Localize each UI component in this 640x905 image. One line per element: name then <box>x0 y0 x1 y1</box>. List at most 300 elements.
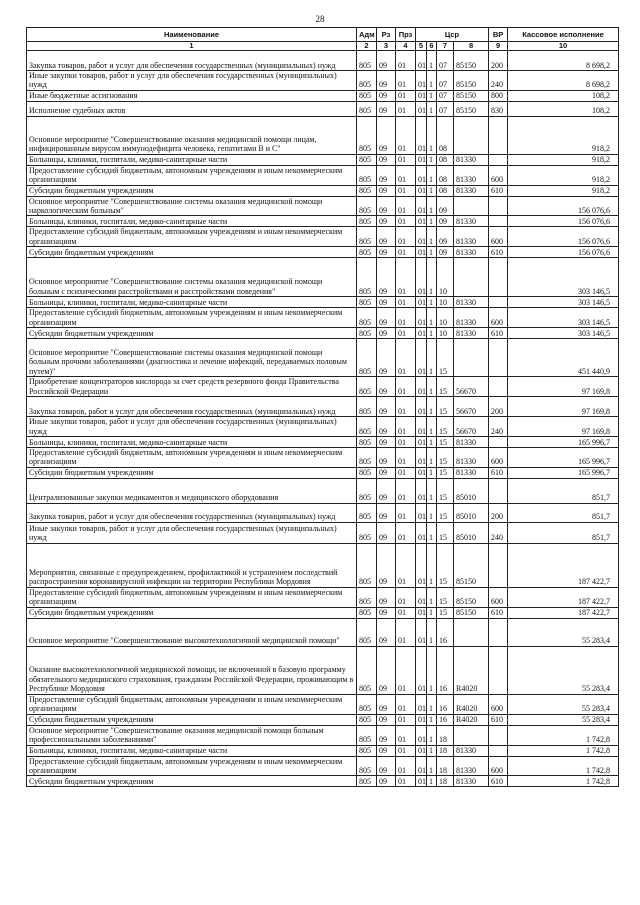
row-vr: 200 <box>489 51 508 71</box>
row-csr-3: 18 <box>437 725 454 745</box>
row-rz: 09 <box>377 776 396 787</box>
row-csr-3: 15 <box>437 417 454 437</box>
row-csr-1: 01 <box>416 328 427 339</box>
row-csr-4: 81330 <box>454 227 489 247</box>
row-csr-2: 1 <box>427 714 437 725</box>
row-adm: 805 <box>357 377 377 397</box>
row-csr-2: 1 <box>427 154 437 165</box>
row-adm: 805 <box>357 522 377 543</box>
row-csr-4: 85010 <box>454 503 489 522</box>
table-row <box>27 618 619 646</box>
row-csr-4 <box>454 196 489 216</box>
row-amount: 918,2 <box>508 116 619 154</box>
row-amount: 55 283,4 <box>508 714 619 725</box>
row-csr-2: 1 <box>427 478 437 503</box>
table-row <box>27 714 619 725</box>
table-row <box>27 694 619 714</box>
row-amount: 165 996,7 <box>508 467 619 478</box>
header-name: Наименование <box>27 28 357 42</box>
row-rz: 09 <box>377 339 396 377</box>
row-rz: 09 <box>377 185 396 196</box>
row-csr-3: 16 <box>437 694 454 714</box>
row-amount: 55 283,4 <box>508 694 619 714</box>
budget-table <box>26 27 619 787</box>
row-csr-3: 15 <box>437 587 454 607</box>
row-amount: 97 169,8 <box>508 417 619 437</box>
row-csr-2: 1 <box>427 437 437 448</box>
row-csr-4: R4020 <box>454 714 489 725</box>
row-amount: 1 742,8 <box>508 756 619 776</box>
row-amount: 1 742,8 <box>508 745 619 756</box>
row-amount: 8 698,2 <box>508 51 619 71</box>
row-prz: 01 <box>396 297 416 308</box>
row-adm: 805 <box>357 71 377 91</box>
row-csr-3: 15 <box>437 448 454 468</box>
row-csr-4: 81330 <box>454 308 489 328</box>
row-name: Иные закупки товаров, работ и услуг для обеспечения государственных (муниципальных) нужд <box>27 71 357 91</box>
row-csr-3: 08 <box>437 165 454 185</box>
row-vr: 610 <box>489 714 508 725</box>
row-amount: 851,7 <box>508 522 619 543</box>
row-vr: 610 <box>489 467 508 478</box>
row-csr-3: 15 <box>437 339 454 377</box>
row-name: Иные закупки товаров, работ и услуг для обеспечения государственных (муниципальных) нужд <box>27 522 357 543</box>
row-adm: 805 <box>357 587 377 607</box>
column-number: 9 <box>489 42 508 51</box>
row-amount: 165 996,7 <box>508 437 619 448</box>
row-vr: 610 <box>489 185 508 196</box>
header-vr: ВР <box>489 28 508 42</box>
row-csr-1: 01 <box>416 185 427 196</box>
row-csr-1: 01 <box>416 467 427 478</box>
row-adm: 805 <box>357 247 377 258</box>
header-cash-execution: Кассовое исполнение <box>508 28 619 42</box>
table-row <box>27 522 619 543</box>
row-csr-4: 81330 <box>454 776 489 787</box>
row-csr-3: 15 <box>437 397 454 417</box>
row-amount: 97 169,8 <box>508 377 619 397</box>
column-number: 6 <box>427 42 437 51</box>
row-csr-2: 1 <box>427 397 437 417</box>
column-number: 2 <box>357 42 377 51</box>
row-csr-2: 1 <box>427 745 437 756</box>
row-csr-3: 08 <box>437 154 454 165</box>
table-row <box>27 51 619 71</box>
table-row <box>27 227 619 247</box>
row-prz: 01 <box>396 227 416 247</box>
row-vr: 200 <box>489 397 508 417</box>
row-csr-4 <box>454 258 489 297</box>
row-vr: 610 <box>489 247 508 258</box>
row-name: Предоставление субсидий бюджетным, автономным учреждениям и иным некоммерческим организациям <box>27 756 357 776</box>
header-rz: Рз <box>377 28 396 42</box>
row-csr-2: 1 <box>427 694 437 714</box>
row-name: Предоставление субсидий бюджетным, автономным учреждениям и иным некоммерческим организациям <box>27 587 357 607</box>
row-name: Субсидии бюджетным учреждениям <box>27 607 357 618</box>
row-name: Предоставление субсидий бюджетным, автономным учреждениям и иным некоммерческим организациям <box>27 165 357 185</box>
row-csr-2: 1 <box>427 227 437 247</box>
row-csr-2: 1 <box>427 308 437 328</box>
row-csr-4: 85150 <box>454 90 489 101</box>
row-rz: 09 <box>377 522 396 543</box>
row-prz: 01 <box>396 618 416 646</box>
row-csr-4: R4020 <box>454 694 489 714</box>
row-csr-4: 81330 <box>454 165 489 185</box>
row-prz: 01 <box>396 725 416 745</box>
row-rz: 09 <box>377 725 396 745</box>
row-csr-1: 01 <box>416 437 427 448</box>
row-csr-3: 18 <box>437 756 454 776</box>
row-prz: 01 <box>396 646 416 694</box>
row-csr-2: 1 <box>427 448 437 468</box>
row-name: Больницы, клиники, госпитали, медико-санитарные части <box>27 216 357 227</box>
row-csr-4: 56670 <box>454 377 489 397</box>
table-row <box>27 297 619 308</box>
row-csr-1: 01 <box>416 745 427 756</box>
row-rz: 09 <box>377 618 396 646</box>
row-adm: 805 <box>357 618 377 646</box>
row-prz: 01 <box>396 185 416 196</box>
table-row <box>27 308 619 328</box>
row-amount: 851,7 <box>508 503 619 522</box>
row-rz: 09 <box>377 90 396 101</box>
row-adm: 805 <box>357 196 377 216</box>
row-vr: 610 <box>489 328 508 339</box>
row-csr-3: 16 <box>437 646 454 694</box>
table-row <box>27 776 619 787</box>
table-row <box>27 101 619 116</box>
row-csr-1: 01 <box>416 478 427 503</box>
row-amount: 303 146,5 <box>508 258 619 297</box>
row-name: Основное мероприятие "Совершенствование системы оказания медицинской помощи больным с психическими расстройствами и расстройствами поведения" <box>27 258 357 297</box>
row-prz: 01 <box>396 776 416 787</box>
row-adm: 805 <box>357 397 377 417</box>
header-prz: Прз <box>396 28 416 42</box>
row-rz: 09 <box>377 297 396 308</box>
row-amount: 187 422,7 <box>508 543 619 587</box>
row-name: Субсидии бюджетным учреждениям <box>27 185 357 196</box>
table-row <box>27 467 619 478</box>
row-csr-1: 01 <box>416 101 427 116</box>
row-csr-3: 10 <box>437 328 454 339</box>
row-csr-3: 08 <box>437 116 454 154</box>
table-row <box>27 478 619 503</box>
row-adm: 805 <box>357 308 377 328</box>
row-csr-1: 01 <box>416 587 427 607</box>
row-amount: 918,2 <box>508 185 619 196</box>
row-name: Предоставление субсидий бюджетным, автономным учреждениям и иным некоммерческим организациям <box>27 308 357 328</box>
row-csr-2: 1 <box>427 196 437 216</box>
row-csr-1: 01 <box>416 725 427 745</box>
row-vr <box>489 478 508 503</box>
row-amount: 303 146,5 <box>508 308 619 328</box>
row-prz: 01 <box>396 247 416 258</box>
row-prz: 01 <box>396 377 416 397</box>
row-rz: 09 <box>377 227 396 247</box>
row-amount: 1 742,8 <box>508 725 619 745</box>
column-number: 1 <box>27 42 357 51</box>
row-csr-3: 10 <box>437 258 454 297</box>
row-name: Субсидии бюджетным учреждениям <box>27 714 357 725</box>
row-adm: 805 <box>357 437 377 448</box>
row-amount: 918,2 <box>508 165 619 185</box>
row-csr-1: 01 <box>416 165 427 185</box>
table-row <box>27 116 619 154</box>
row-adm: 805 <box>357 503 377 522</box>
row-rz: 09 <box>377 437 396 448</box>
row-rz: 09 <box>377 694 396 714</box>
row-csr-2: 1 <box>427 339 437 377</box>
row-csr-3: 09 <box>437 196 454 216</box>
row-rz: 09 <box>377 714 396 725</box>
row-rz: 09 <box>377 543 396 587</box>
row-rz: 09 <box>377 587 396 607</box>
row-vr: 600 <box>489 448 508 468</box>
row-rz: 09 <box>377 417 396 437</box>
row-prz: 01 <box>396 448 416 468</box>
row-amount: 8 698,2 <box>508 71 619 91</box>
row-csr-2: 1 <box>427 51 437 71</box>
row-csr-1: 01 <box>416 714 427 725</box>
row-csr-1: 01 <box>416 776 427 787</box>
row-vr <box>489 297 508 308</box>
row-csr-4: 81330 <box>454 745 489 756</box>
row-vr: 240 <box>489 71 508 91</box>
row-name: Предоставление субсидий бюджетным, автономным учреждениям и иным некоммерческим организациям <box>27 694 357 714</box>
row-csr-4: 85150 <box>454 587 489 607</box>
row-csr-4: 85150 <box>454 71 489 91</box>
row-csr-1: 01 <box>416 196 427 216</box>
row-csr-4: 81330 <box>454 448 489 468</box>
row-csr-3: 08 <box>437 185 454 196</box>
row-csr-4: 81330 <box>454 328 489 339</box>
row-vr: 600 <box>489 308 508 328</box>
row-csr-1: 01 <box>416 308 427 328</box>
row-name: Основное мероприятие "Совершенствование оказания медицинской помощи лицам, инфицированным вирусом иммунодефицита человека, гепатитами В и С" <box>27 116 357 154</box>
row-csr-2: 1 <box>427 247 437 258</box>
row-rz: 09 <box>377 154 396 165</box>
row-prz: 01 <box>396 216 416 227</box>
row-csr-4: 85150 <box>454 607 489 618</box>
row-name: Мероприятия, связанные с предупреждением, профилактикой и устранением последствий распространения коронавирусной инфекции на территории Республики Мордовия <box>27 543 357 587</box>
row-prz: 01 <box>396 71 416 91</box>
row-csr-1: 01 <box>416 258 427 297</box>
row-name: Больницы, клиники, госпитали, медико-санитарные части <box>27 745 357 756</box>
row-adm: 805 <box>357 116 377 154</box>
row-name: Больницы, клиники, госпитали, медико-санитарные части <box>27 297 357 308</box>
row-rz: 09 <box>377 51 396 71</box>
row-adm: 805 <box>357 694 377 714</box>
row-vr: 800 <box>489 90 508 101</box>
table-row <box>27 448 619 468</box>
row-adm: 805 <box>357 165 377 185</box>
row-csr-2: 1 <box>427 165 437 185</box>
row-csr-1: 01 <box>416 154 427 165</box>
row-vr <box>489 339 508 377</box>
row-csr-2: 1 <box>427 417 437 437</box>
column-number: 7 <box>437 42 454 51</box>
row-amount: 97 169,8 <box>508 397 619 417</box>
row-csr-1: 01 <box>416 71 427 91</box>
table-row <box>27 328 619 339</box>
row-vr: 600 <box>489 756 508 776</box>
row-vr: 200 <box>489 503 508 522</box>
row-rz: 09 <box>377 71 396 91</box>
row-prz: 01 <box>396 607 416 618</box>
row-name: Субсидии бюджетным учреждениям <box>27 467 357 478</box>
row-csr-1: 01 <box>416 646 427 694</box>
row-rz: 09 <box>377 258 396 297</box>
row-csr-3: 07 <box>437 51 454 71</box>
table-row <box>27 417 619 437</box>
row-csr-1: 01 <box>416 227 427 247</box>
row-adm: 805 <box>357 227 377 247</box>
table-row <box>27 756 619 776</box>
row-name: Субсидии бюджетным учреждениям <box>27 247 357 258</box>
row-rz: 09 <box>377 756 396 776</box>
row-amount: 55 283,4 <box>508 646 619 694</box>
table-row <box>27 607 619 618</box>
column-number: 8 <box>454 42 489 51</box>
row-prz: 01 <box>396 478 416 503</box>
row-csr-1: 01 <box>416 297 427 308</box>
row-rz: 09 <box>377 607 396 618</box>
row-rz: 09 <box>377 377 396 397</box>
row-name: Приобретение концентраторов кислорода за счет средств резервного фонда Правительства Российской Федерации <box>27 377 357 397</box>
row-rz: 09 <box>377 165 396 185</box>
row-csr-4: R4020 <box>454 646 489 694</box>
row-vr <box>489 154 508 165</box>
row-amount: 108,2 <box>508 101 619 116</box>
table-row <box>27 339 619 377</box>
row-csr-2: 1 <box>427 646 437 694</box>
row-csr-3: 07 <box>437 71 454 91</box>
row-rz: 09 <box>377 448 396 468</box>
table-row <box>27 258 619 297</box>
row-rz: 09 <box>377 478 396 503</box>
row-rz: 09 <box>377 745 396 756</box>
row-csr-2: 1 <box>427 522 437 543</box>
row-csr-4: 85010 <box>454 522 489 543</box>
column-number: 3 <box>377 42 396 51</box>
row-adm: 805 <box>357 543 377 587</box>
row-name: Предоставление субсидий бюджетным, автономным учреждениям и иным некоммерческим организациям <box>27 448 357 468</box>
row-amount: 851,7 <box>508 478 619 503</box>
row-prz: 01 <box>396 694 416 714</box>
row-name: Закупка товаров, работ и услуг для обеспечения государственных (муниципальных) нужд <box>27 503 357 522</box>
row-rz: 09 <box>377 397 396 417</box>
row-csr-1: 01 <box>416 90 427 101</box>
column-number: 10 <box>508 42 619 51</box>
table-row <box>27 646 619 694</box>
row-amount: 156 076,6 <box>508 227 619 247</box>
row-csr-3: 15 <box>437 503 454 522</box>
row-csr-2: 1 <box>427 543 437 587</box>
row-csr-2: 1 <box>427 756 437 776</box>
row-prz: 01 <box>396 522 416 543</box>
row-adm: 805 <box>357 607 377 618</box>
row-csr-2: 1 <box>427 101 437 116</box>
row-prz: 01 <box>396 417 416 437</box>
row-vr <box>489 646 508 694</box>
row-csr-2: 1 <box>427 607 437 618</box>
row-csr-1: 01 <box>416 543 427 587</box>
row-csr-3: 15 <box>437 522 454 543</box>
row-csr-2: 1 <box>427 297 437 308</box>
row-csr-2: 1 <box>427 503 437 522</box>
table-row <box>27 745 619 756</box>
row-prz: 01 <box>396 467 416 478</box>
row-prz: 01 <box>396 437 416 448</box>
row-prz: 01 <box>396 397 416 417</box>
row-adm: 805 <box>357 417 377 437</box>
row-csr-3: 09 <box>437 247 454 258</box>
row-csr-1: 01 <box>416 694 427 714</box>
row-csr-1: 01 <box>416 116 427 154</box>
row-csr-2: 1 <box>427 71 437 91</box>
row-adm: 805 <box>357 328 377 339</box>
row-vr <box>489 377 508 397</box>
row-adm: 805 <box>357 714 377 725</box>
row-amount: 55 283,4 <box>508 618 619 646</box>
table-row <box>27 437 619 448</box>
row-name: Оказание высокотехнологичной медицинской помощи, не включенной в базовую программу обязательного медицинского страхования, гражданам Российской Федерации, проживающим в Республике Мордовия <box>27 646 357 694</box>
row-csr-2: 1 <box>427 776 437 787</box>
header-row <box>27 28 619 42</box>
row-amount: 303 146,5 <box>508 328 619 339</box>
row-adm: 805 <box>357 776 377 787</box>
row-adm: 805 <box>357 51 377 71</box>
row-prz: 01 <box>396 51 416 71</box>
row-csr-2: 1 <box>427 90 437 101</box>
row-csr-4: 81330 <box>454 467 489 478</box>
row-vr: 600 <box>489 227 508 247</box>
row-vr: 240 <box>489 522 508 543</box>
row-vr: 610 <box>489 607 508 618</box>
row-csr-3: 07 <box>437 101 454 116</box>
row-vr <box>489 258 508 297</box>
row-csr-2: 1 <box>427 216 437 227</box>
row-adm: 805 <box>357 216 377 227</box>
row-name: Основное мероприятие "Совершенствование системы оказания медицинской помощи больным прочими заболеваниями (диагностика и лечение инфекций, передаваемых половым путем)" <box>27 339 357 377</box>
row-csr-3: 15 <box>437 437 454 448</box>
row-csr-4: 81330 <box>454 247 489 258</box>
row-name: Основное мероприятие "Совершенствование оказания медицинской помощи больным профессиональными заболеваниями" <box>27 725 357 745</box>
row-amount: 1 742,8 <box>508 776 619 787</box>
row-csr-1: 01 <box>416 216 427 227</box>
row-csr-3: 10 <box>437 308 454 328</box>
row-vr <box>489 725 508 745</box>
row-csr-1: 01 <box>416 522 427 543</box>
row-vr <box>489 216 508 227</box>
row-csr-4: 85150 <box>454 101 489 116</box>
row-prz: 01 <box>396 339 416 377</box>
row-vr <box>489 437 508 448</box>
row-csr-2: 1 <box>427 587 437 607</box>
row-csr-4: 81330 <box>454 756 489 776</box>
row-amount: 156 076,6 <box>508 216 619 227</box>
row-adm: 805 <box>357 756 377 776</box>
row-csr-1: 01 <box>416 339 427 377</box>
row-csr-4: 85150 <box>454 543 489 587</box>
table-row <box>27 71 619 91</box>
row-adm: 805 <box>357 297 377 308</box>
row-csr-1: 01 <box>416 448 427 468</box>
row-csr-1: 01 <box>416 51 427 71</box>
row-name: Исполнение судебных актов <box>27 101 357 116</box>
row-csr-2: 1 <box>427 328 437 339</box>
row-vr <box>489 543 508 587</box>
